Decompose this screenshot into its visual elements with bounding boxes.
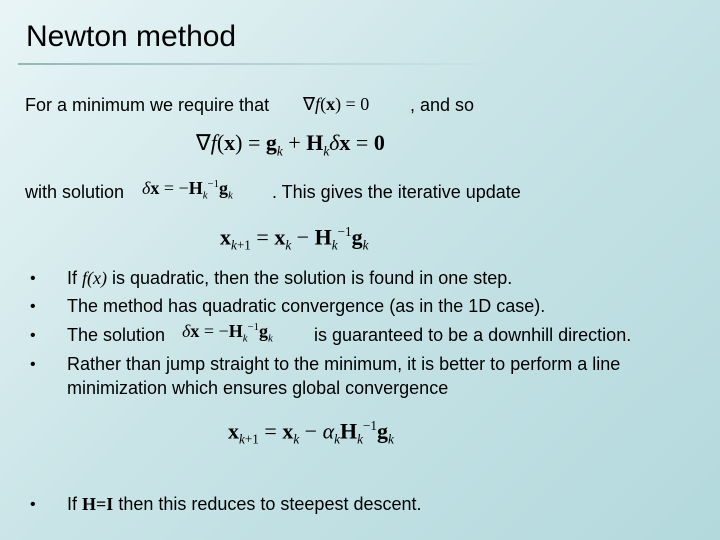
newton-update-equation: $x_{k+1} = x_k - H_k^{-1}g_k$ (220, 224, 369, 253)
h-equals-i-math: H=I (82, 494, 114, 514)
condition-text: For a minimum we require that (25, 95, 270, 115)
bullet-line-search-2: minimization which ensures global convergence (67, 378, 449, 398)
bullet-marker: • (30, 496, 36, 513)
solution-formula: $\delta x = -H_k^{-1}g_k$ (142, 178, 233, 202)
bullet-marker: • (30, 298, 36, 315)
and-so-text: , and so (410, 95, 475, 115)
gradient-zero-formula: ∇f(x) = 0 (303, 94, 370, 114)
page-title: Newton method (26, 20, 237, 53)
bullet-downhill-pre: The solution (67, 325, 166, 345)
bullet-steepest-descent: If H=I then this reduces to steepest descent. (67, 494, 422, 514)
bullet-marker: • (30, 356, 36, 373)
solution-formula-inline: $\delta x = -H_k^{-1}g_k$ (182, 321, 273, 345)
bullet-quadratic: If f(x) is quadratic, then the solution is found in one step. (67, 268, 513, 288)
damped-newton-equation: $x_{k+1} = x_k - \alpha_kH_k^{-1}g_k$ (228, 418, 394, 447)
bullet-marker: • (30, 327, 36, 344)
title-underline (18, 63, 498, 65)
bullet-marker: • (30, 270, 36, 287)
iterative-update-text: . This gives the iterative update (272, 182, 521, 202)
bullet-downhill-post: is guaranteed to be a downhill direction. (314, 325, 632, 345)
bullet-line-search-1: Rather than jump straight to the minimum, it is better to perform a line (67, 354, 621, 374)
solution-text: with solution (25, 182, 125, 202)
taylor-gradient-equation: $\nabla f(x) = g_k + H_k\delta x = 0$ (196, 130, 385, 159)
bullet-convergence: The method has quadratic convergence (as in the 1D case). (67, 296, 546, 316)
fx-math: f(x) (82, 268, 108, 288)
